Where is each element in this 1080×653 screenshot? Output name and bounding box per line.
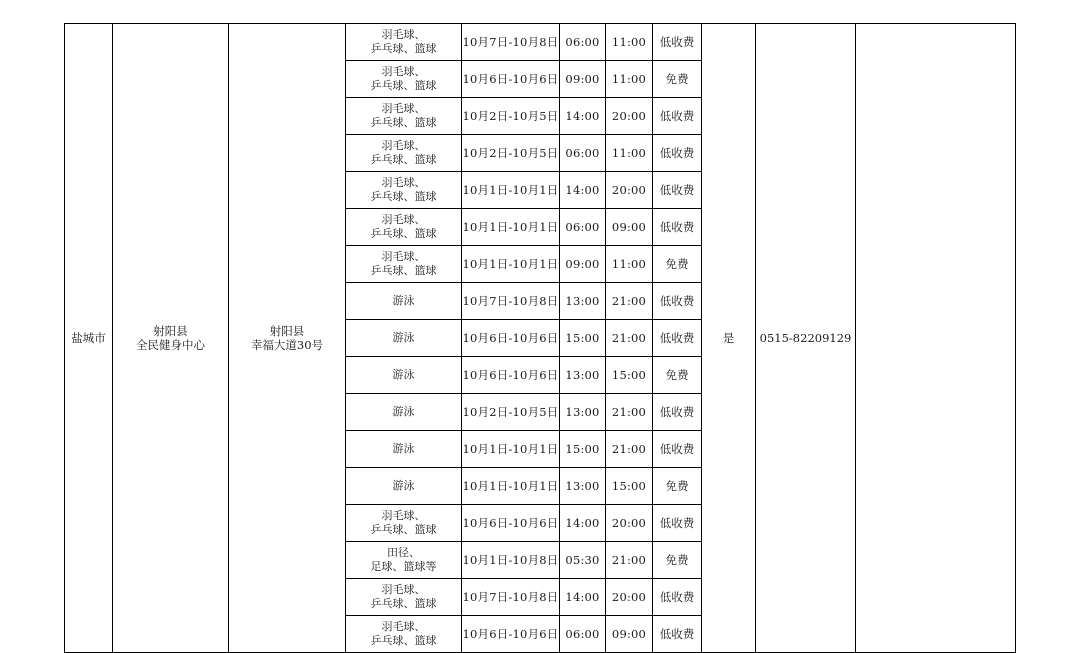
- date-range-cell: 10月1日-10月1日: [462, 468, 560, 505]
- date-range-cell: 10月2日-10月5日: [462, 394, 560, 431]
- sport-line1: 羽毛球、: [381, 620, 426, 633]
- start-time-cell: 15:00: [560, 431, 606, 468]
- sport-line2: 足球、篮球等: [370, 560, 437, 573]
- start-time-cell: 06:00: [560, 209, 606, 246]
- sport-cell: [346, 616, 462, 653]
- schedule-table-body: [65, 24, 1016, 653]
- date-range-cell: 10月1日-10月1日: [462, 431, 560, 468]
- sport-line2: 乒乓球、篮球: [370, 116, 437, 129]
- sport-line1: 田径、: [387, 546, 420, 559]
- fee-type-cell: 低收费: [653, 209, 702, 246]
- start-time-cell: 06:00: [560, 135, 606, 172]
- fee-type-cell: 低收费: [653, 135, 702, 172]
- sport-cell: [346, 98, 462, 135]
- notes-cell: [856, 24, 1016, 653]
- end-time-cell: 11:00: [606, 61, 653, 98]
- start-time-cell: 06:00: [560, 24, 606, 61]
- sport-line1: 羽毛球、: [381, 28, 426, 41]
- sport-line2: 乒乓球、篮球: [370, 634, 437, 647]
- end-time-cell: 21:00: [606, 320, 653, 357]
- sport-cell: [346, 172, 462, 209]
- start-time-cell: 05:30: [560, 542, 606, 579]
- end-time-cell: 20:00: [606, 505, 653, 542]
- fee-type-cell: 低收费: [653, 172, 702, 209]
- sport-line2: 乒乓球、篮球: [370, 42, 437, 55]
- start-time-cell: 09:00: [560, 246, 606, 283]
- schedule-table: [64, 23, 1016, 653]
- venue-name-line1: 射阳县: [153, 324, 188, 338]
- end-time-cell: 15:00: [606, 468, 653, 505]
- sport-cell: [346, 320, 462, 357]
- sport-line1: 游泳: [392, 442, 415, 455]
- fee-type-cell: 低收费: [653, 320, 702, 357]
- start-time-cell: 14:00: [560, 98, 606, 135]
- sport-cell: [346, 283, 462, 320]
- sport-line2: 乒乓球、篮球: [370, 597, 437, 610]
- start-time-cell: 13:00: [560, 468, 606, 505]
- start-time-cell: 14:00: [560, 172, 606, 209]
- sport-line1: 羽毛球、: [381, 583, 426, 596]
- end-time-cell: 20:00: [606, 98, 653, 135]
- sport-line1: 羽毛球、: [381, 139, 426, 152]
- date-range-cell: 10月2日-10月5日: [462, 98, 560, 135]
- date-range-cell: 10月6日-10月6日: [462, 61, 560, 98]
- fee-type-cell: 低收费: [653, 394, 702, 431]
- end-time-cell: 11:00: [606, 135, 653, 172]
- fee-type-cell: 低收费: [653, 283, 702, 320]
- start-time-cell: 06:00: [560, 616, 606, 653]
- date-range-cell: 10月1日-10月1日: [462, 246, 560, 283]
- sport-line2: 乒乓球、篮球: [370, 264, 437, 277]
- start-time-cell: 13:00: [560, 357, 606, 394]
- venue-address-line2: 幸福大道30号: [250, 338, 324, 352]
- start-time-cell: 09:00: [560, 61, 606, 98]
- end-time-cell: 21:00: [606, 283, 653, 320]
- sport-line1: 游泳: [392, 479, 415, 492]
- sport-cell: [346, 135, 462, 172]
- date-range-cell: 10月1日-10月1日: [462, 209, 560, 246]
- sport-cell: [346, 579, 462, 616]
- sport-line1: 羽毛球、: [381, 250, 426, 263]
- fee-type-cell: 低收费: [653, 431, 702, 468]
- fee-type-cell: 低收费: [653, 98, 702, 135]
- fee-type-cell: 低收费: [653, 505, 702, 542]
- date-range-cell: 10月6日-10月6日: [462, 357, 560, 394]
- date-range-cell: 10月1日-10月1日: [462, 172, 560, 209]
- fee-type-cell: 免费: [653, 246, 702, 283]
- start-time-cell: 14:00: [560, 579, 606, 616]
- fee-type-cell: 低收费: [653, 24, 702, 61]
- date-range-cell: 10月1日-10月8日: [462, 542, 560, 579]
- table-row: [65, 24, 1016, 61]
- sport-line1: 游泳: [392, 368, 415, 381]
- start-time-cell: 13:00: [560, 283, 606, 320]
- sport-line1: 游泳: [392, 405, 415, 418]
- sport-line2: 乒乓球、篮球: [370, 190, 437, 203]
- sport-line1: 游泳: [392, 294, 415, 307]
- fee-type-cell: 免费: [653, 468, 702, 505]
- end-time-cell: 20:00: [606, 172, 653, 209]
- sport-line1: 羽毛球、: [381, 509, 426, 522]
- date-range-cell: 10月7日-10月8日: [462, 579, 560, 616]
- start-time-cell: 15:00: [560, 320, 606, 357]
- end-time-cell: 09:00: [606, 209, 653, 246]
- end-time-cell: 21:00: [606, 542, 653, 579]
- end-time-cell: 09:00: [606, 616, 653, 653]
- sport-line2: 乒乓球、篮球: [370, 523, 437, 536]
- fee-type-cell: 免费: [653, 542, 702, 579]
- sport-line2: 乒乓球、篮球: [370, 79, 437, 92]
- sport-line1: 羽毛球、: [381, 213, 426, 226]
- sport-cell: [346, 542, 462, 579]
- sport-cell: [346, 209, 462, 246]
- start-time-cell: 14:00: [560, 505, 606, 542]
- sport-cell: [346, 394, 462, 431]
- date-range-cell: 10月6日-10月6日: [462, 616, 560, 653]
- sport-cell: [346, 431, 462, 468]
- fee-type-cell: 免费: [653, 61, 702, 98]
- fee-type-cell: 免费: [653, 357, 702, 394]
- date-range-cell: 10月6日-10月6日: [462, 505, 560, 542]
- phone-cell: 0515-82209129: [756, 24, 856, 653]
- fee-type-cell: 低收费: [653, 579, 702, 616]
- end-time-cell: 15:00: [606, 357, 653, 394]
- date-range-cell: 10月2日-10月5日: [462, 135, 560, 172]
- end-time-cell: 21:00: [606, 431, 653, 468]
- end-time-cell: 21:00: [606, 394, 653, 431]
- venue-address-cell: [229, 24, 346, 653]
- date-range-cell: 10月6日-10月6日: [462, 320, 560, 357]
- sport-line2: 乒乓球、篮球: [370, 153, 437, 166]
- sport-cell: [346, 246, 462, 283]
- end-time-cell: 11:00: [606, 246, 653, 283]
- venue-name-cell: [113, 24, 229, 653]
- end-time-cell: 11:00: [606, 24, 653, 61]
- sport-cell: [346, 468, 462, 505]
- venue-address-line1: 射阳县: [269, 324, 305, 338]
- start-time-cell: 13:00: [560, 394, 606, 431]
- date-range-cell: 10月7日-10月8日: [462, 283, 560, 320]
- flag-cell: 是: [702, 24, 756, 653]
- sport-line1: 羽毛球、: [381, 65, 426, 78]
- fee-type-cell: 低收费: [653, 616, 702, 653]
- date-range-cell: 10月7日-10月8日: [462, 24, 560, 61]
- end-time-cell: 20:00: [606, 579, 653, 616]
- sport-cell: [346, 24, 462, 61]
- sport-cell: [346, 61, 462, 98]
- sport-line1: 游泳: [392, 331, 415, 344]
- sport-cell: [346, 357, 462, 394]
- sport-line1: 羽毛球、: [381, 176, 426, 189]
- sport-line1: 羽毛球、: [381, 102, 426, 115]
- sport-cell: [346, 505, 462, 542]
- sport-line2: 乒乓球、篮球: [370, 227, 437, 240]
- venue-name-line2: 全民健身中心: [136, 338, 205, 352]
- city-cell: 盐城市: [65, 24, 113, 653]
